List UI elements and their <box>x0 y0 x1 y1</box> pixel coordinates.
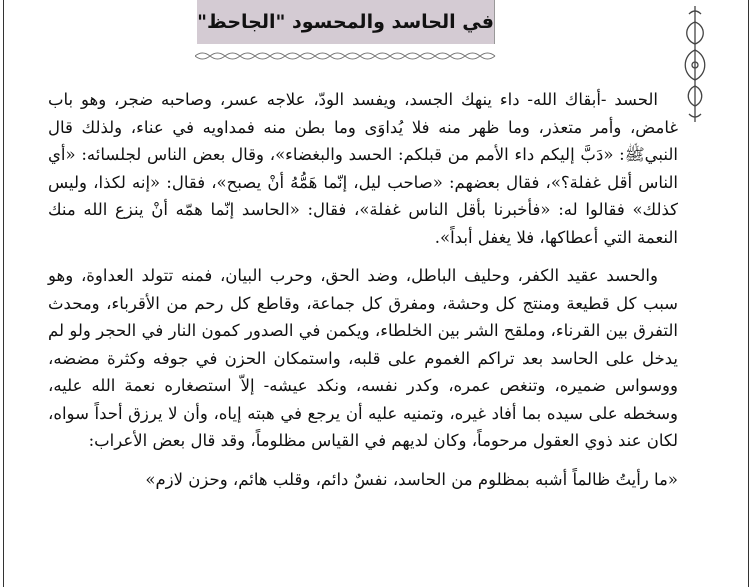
scroll-ornament-icon <box>680 4 710 124</box>
page-title: في الحاسد والمحسود "الجاحظ" <box>197 11 494 33</box>
paragraph-3-quote: «ما رأيتُ ظالماً أشبه بمظلوم من الحاسد، نفسٌ دائم، وقلب هائم، وحزن لازم» <box>145 469 678 489</box>
title-banner <box>197 0 495 44</box>
article-body <box>48 86 678 504</box>
paragraph-2: والحسد عقيد الكفر، وحليف الباطل، وضد الحق، وحرب البيان، فمنه تتولد العداوة، وهو سبب كل قطيعة ومنتج كل وحشة، ومفرق كل جماعة، وقاطع كل رحم من الأقرباء، ومحدث التفرق بين القرناء، وملقح الشر بين الخلطاء، ويكمن في الصدور كمون النار في الحجر ولو لم يدخل على الحاسد بعد تراكم الغموم على قلبه، واستمكان الحزن في جوفه وكثرة مضضه، ووسواس ضميره، وتنغص عمره، وكدر نفسه، ونكد عيشه- إلاّ استصغاره نعمة الله عليه، وسخطه على سيده بما أفاد غيره، وتمنيه عليه أن يرجع في هبته إياه، وأن لا يرزق أحداً سواه، لكان عند ذوي العقول مرحوماً، وكان لديهم في القياس مظلوماً، وقد قال بعض الأعراب: <box>48 266 678 450</box>
paragraph-1: الحسد -أبقاك الله- داء ينهك الجسد، ويفسد الودّ، علاجه عسر، وصاحبه ضجر، وهو باب غامض، وأمر متعذر، وما ظهر منه فلا يُداوَى وما بطن منه فمداويه في عناء، ولذلك قال النبيﷺ: «دَبَّ إليكم داء الأمم من قبلكم: الحسد والبغضاء»، وقال بعض الناس لجلسائه: «أي الناس أقل غفلة؟»، فقال بعضهم: «صاحب ليل، إنّما هَمُّهُ أنْ يصبح»، فقال: «إنه لكذا، وليس كذلك» فقالوا له: «فأخبرنا بأقل الناس غفلة»، فقال: «الحاسد إنّما همّه أنْ ينزع الله منك النعمة التي أعطاكها، فلا يغفل أبداً». <box>48 90 678 247</box>
ornament-band-icon <box>195 48 497 62</box>
